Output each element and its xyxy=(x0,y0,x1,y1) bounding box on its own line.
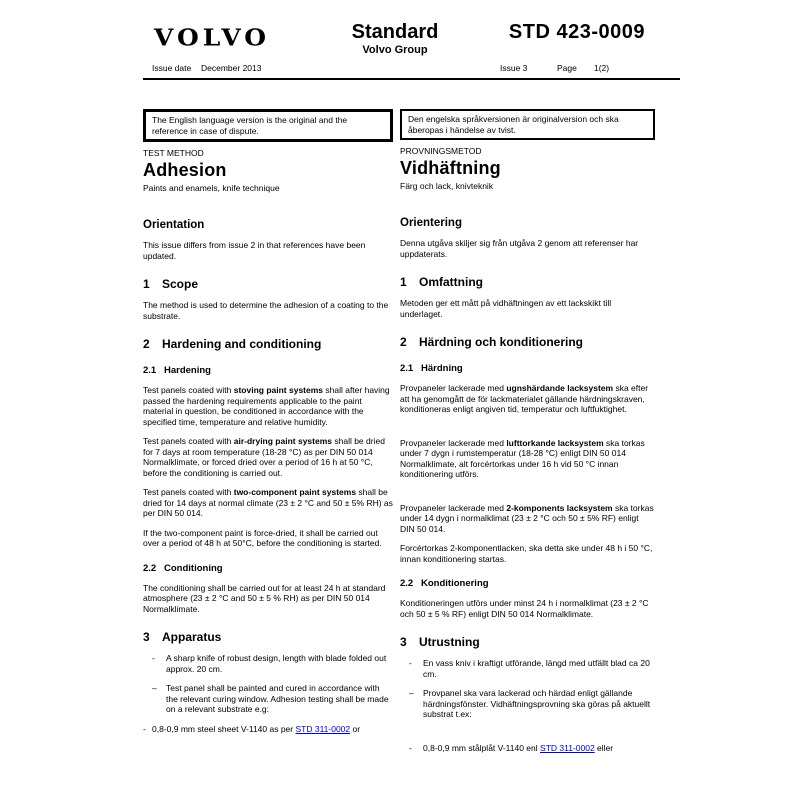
section-number: 3 xyxy=(400,635,407,649)
bullet-marker: – xyxy=(409,688,414,698)
text-run: Denna utgåva skiljer sig från utgåva 2 genom att referenser har uppdaterats. xyxy=(400,238,639,259)
text-run: Provpaneler lackerade med xyxy=(400,383,507,393)
text-run: Provpanel ska vara lackerad och härdad enligt gällande härdningsfönster. Vidhäftningsprovning ska göras på aktuellt substrat t.ex: xyxy=(423,688,651,719)
bullet-text xyxy=(152,724,393,735)
list-item xyxy=(400,688,655,720)
text-run: Forcértorkas 2-komponentlacken, ska detta ske under 48 h i 50 °C, innan konditionering startas. xyxy=(400,543,653,564)
paragraph xyxy=(143,487,393,519)
section-heading-text: Apparatus xyxy=(162,630,222,644)
text-run: 0,8-0,9 mm stålplåt V-1140 enl xyxy=(423,742,541,753)
section-heading xyxy=(400,275,655,289)
section-heading-text: Härdning och konditionering xyxy=(419,335,583,349)
subsection-heading xyxy=(143,563,393,574)
notice-box-swedish: Den engelska språkversionen är originalversion och ska åberopas i händelse av tvist. xyxy=(400,109,655,140)
bullet-text xyxy=(166,653,393,674)
section-number: 2 xyxy=(143,337,150,351)
section-number: 3 xyxy=(143,630,150,644)
bullet-marker: - xyxy=(409,742,412,753)
bold-term: 2-komponents lacksystem xyxy=(506,502,613,513)
text-run: 0,8-0,9 mm steel sheet V-1140 as per xyxy=(152,723,296,734)
paragraph xyxy=(143,528,393,549)
organization-name: Volvo Group xyxy=(362,44,428,56)
header-divider xyxy=(143,78,680,80)
document-number: STD 423-0009 xyxy=(508,21,645,43)
subsection-heading xyxy=(400,363,655,374)
section-number: 2.2 xyxy=(143,562,157,574)
subsection-heading xyxy=(400,578,655,589)
bullet-text xyxy=(423,658,655,679)
bold-term: ugnshärdande lacksystem xyxy=(506,383,614,393)
list-item xyxy=(400,743,655,754)
section-number: 1 xyxy=(143,277,150,291)
bullet-text xyxy=(423,743,655,754)
section-number: 2.1 xyxy=(143,365,157,376)
bullet-marker: – xyxy=(152,683,157,693)
document-subtitle: Färg och lack, knivteknik xyxy=(400,181,494,191)
document-kicker: TEST METHOD xyxy=(143,148,204,158)
text-run: Metoden ger ett mått på vidhäftningen av ett lackskikt till underlaget. xyxy=(400,298,612,319)
bullet-marker: - xyxy=(152,653,155,663)
paragraph xyxy=(400,298,655,319)
document-title: Adhesion xyxy=(143,160,227,180)
section-heading-text: Härdning xyxy=(421,363,463,374)
text-run: Test panels coated with xyxy=(143,385,234,395)
document-type: Standard xyxy=(351,21,439,43)
paragraph xyxy=(143,583,393,615)
text-run: This issue differs from issue 2 in that references have been updated. xyxy=(143,240,366,261)
english-content xyxy=(143,148,393,734)
section-heading-text: Hardening xyxy=(164,365,211,376)
bold-term: two-component paint systems xyxy=(233,487,357,497)
text-run: Provpaneler lackerade med xyxy=(400,437,507,448)
section-heading-text: Hardening and conditioning xyxy=(162,337,322,351)
bullet-text xyxy=(423,688,655,720)
section-heading xyxy=(400,635,655,649)
std-311-0002-link[interactable]: STD 311-0002 xyxy=(540,742,595,753)
swedish-content xyxy=(400,146,655,753)
text-run: The method is used to determine the adhesion of a coating to the substrate. xyxy=(143,300,389,321)
list-item xyxy=(143,653,393,674)
text-run: Provpaneler lackerade med xyxy=(400,502,507,513)
section-heading-text: Conditioning xyxy=(164,562,223,574)
list-item xyxy=(400,658,655,679)
text-run: Test panel shall be painted and cured in accordance with the relevant curing window. Adhesion testing shall be made on a relevant substrate e.g: xyxy=(166,683,389,714)
text-run: If the two-component paint is force-dried, it shall be carried out over a period of 48 h at 50°C, before the conditioning is started. xyxy=(143,527,382,548)
section-heading-text: Scope xyxy=(162,277,199,291)
text-run: eller xyxy=(594,742,614,753)
text-run: Test panels coated with xyxy=(143,436,234,446)
volvo-logo: VOLVO xyxy=(154,24,271,51)
text-run: or xyxy=(350,723,361,734)
text-run: En vass kniv i kraftigt utförande, längd med utfällt blad ca 20 cm. xyxy=(423,658,650,679)
bullet-marker: - xyxy=(143,723,146,734)
bold-term: stoving paint systems xyxy=(233,385,324,395)
section-number: 2.2 xyxy=(400,578,414,589)
section-number: 1 xyxy=(400,275,407,289)
section-heading xyxy=(143,337,393,351)
notice-box-english: The English language version is the original and the reference in case of dispute. xyxy=(143,109,393,142)
issue-date-label: Issue date xyxy=(152,63,192,73)
paragraph xyxy=(143,436,393,478)
section-heading xyxy=(143,630,393,644)
list-item xyxy=(143,683,393,715)
section-heading-text: Utrustning xyxy=(419,635,480,649)
list-item xyxy=(143,724,393,735)
text-run: A sharp knife of robust design, length with blade folded out approx. 20 cm. xyxy=(166,653,387,674)
paragraph xyxy=(400,598,655,619)
std-311-0002-link[interactable]: STD 311-0002 xyxy=(295,723,351,734)
section-heading-text: Konditionering xyxy=(421,578,489,589)
text-run: shall after having passed the hardening requirements applicable to the paint material in question, be conditioned in accordance with the specified time, temperature and relative humidity. xyxy=(143,385,390,427)
bold-term: lufttorkande lacksystem xyxy=(506,437,604,448)
document-kicker: PROVNINGSMETOD xyxy=(400,146,482,156)
section-heading xyxy=(143,277,393,291)
paragraph xyxy=(143,240,393,261)
document-title: Vidhäftning xyxy=(400,158,501,178)
paragraph xyxy=(143,385,393,427)
header-meta-row xyxy=(143,63,680,75)
paragraph xyxy=(400,383,655,415)
section-number: 2 xyxy=(400,335,407,349)
section-heading xyxy=(400,335,655,349)
text-run: shall be dried for 14 days at normal climate (23 ± 2 °C and 50 ± 5% RH) as per DIN 50 014. xyxy=(143,487,393,518)
document-subtitle: Paints and enamels, knife technique xyxy=(143,183,280,193)
subsection-heading xyxy=(143,365,393,376)
paragraph xyxy=(400,238,655,259)
text-run: Test panels coated with xyxy=(143,487,234,497)
text-run: ska torkas under 7 dygn i rumstemperatur (18-28 °C) enligt DIN 50 014 Normalklimate, alt forcértorkas under 16 h vid 50 °C innan konditionering utförs. xyxy=(400,437,645,479)
paragraph xyxy=(143,300,393,321)
text-run: The conditioning shall be carried out for at least 24 h at standard atmosphere (23 ± 2 °C and 50 ± 5 % RH) as per DIN 50 014 Normalklimate. xyxy=(143,582,386,614)
section-number: 2.1 xyxy=(400,363,414,374)
bold-term: air-drying paint systems xyxy=(233,436,332,446)
bullet-text xyxy=(166,683,393,715)
paragraph xyxy=(400,543,655,564)
text-run: shall be dried for 7 days at room temperature (18-28 °C) as per DIN 50 014 Normalklimate, or forced dried over a period of 16 h at 50 °C, before the conditioning is carried out. xyxy=(143,436,385,478)
text-run: ska torkas under 14 dygn i normalklimat (23 ± 2 °C och 50 ± 5% RF) enligt DIN 50 014. xyxy=(400,502,654,534)
section-heading: Orientering xyxy=(400,217,462,229)
paragraph xyxy=(400,503,655,535)
bullet-marker: - xyxy=(409,658,412,668)
section-heading: Orientation xyxy=(143,219,205,231)
page-label: Page xyxy=(557,63,577,73)
text-run: Konditioneringen utförs under minst 24 h i normalklimat (23 ± 2 °C och 50 ± 5 % RF) enligt DIN 50 014 Normalklimate. xyxy=(400,598,649,619)
column-english xyxy=(143,109,393,734)
issue-number: Issue 3 xyxy=(500,63,528,73)
paragraph xyxy=(400,438,655,480)
page-number: 1(2) xyxy=(594,63,610,73)
column-swedish xyxy=(400,109,655,753)
issue-date-value: December 2013 xyxy=(201,63,262,73)
text-run: ska efter att ha genomgått de för lackmaterialet gällande härdningskraven, konditioneras enligt angiven tid, temperatur och luftfuktighet. xyxy=(400,383,649,414)
section-heading-text: Omfattning xyxy=(419,275,483,289)
